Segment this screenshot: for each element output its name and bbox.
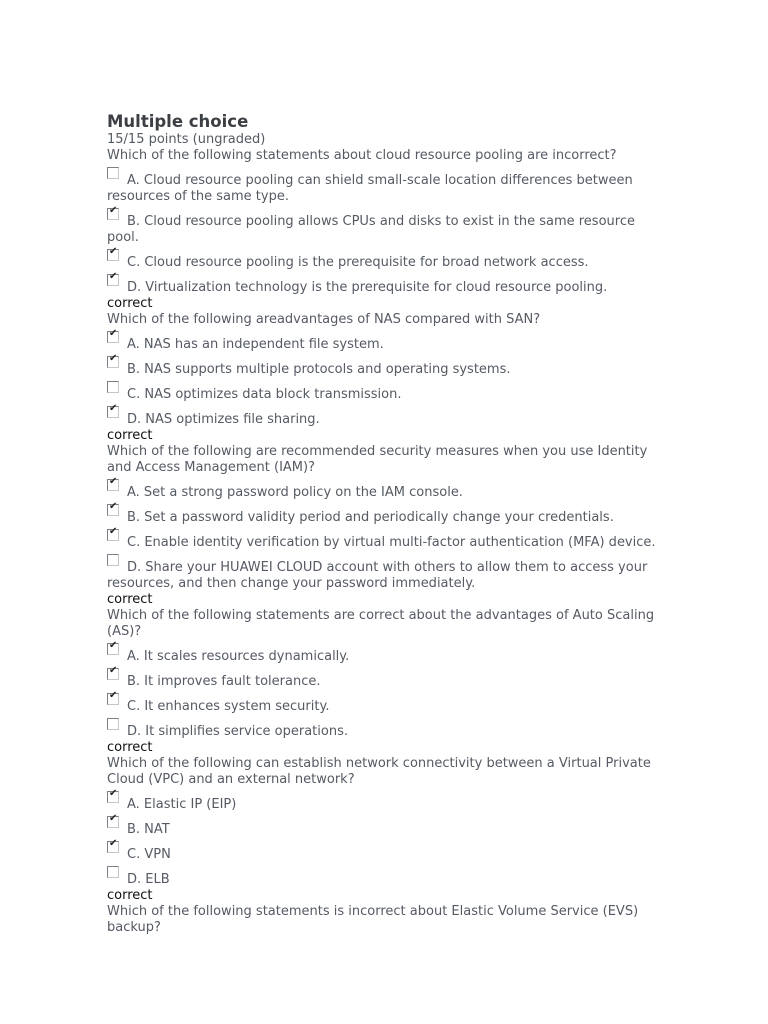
result-status: correct [107,740,153,755]
option-label: A. NAS has an independent file system. [127,337,384,352]
checkmark-icon: ✔ [109,271,118,282]
answer-option[interactable] [107,386,667,403]
checkmark-icon: ✔ [109,838,118,849]
answer-option[interactable] [107,838,667,863]
checkmark-icon: ✔ [109,690,118,701]
checkmark-icon: ✔ [109,246,118,257]
answer-option[interactable] [107,246,667,271]
option-label: A. Cloud resource pooling can shield small-scale location differences between resources of the same type. [107,173,633,204]
answer-option[interactable] [107,788,667,813]
option-label: A. Elastic IP (EIP) [127,797,237,812]
answer-option[interactable] [107,526,667,551]
result-status: correct [107,888,153,903]
checkbox-checked-icon[interactable] [107,838,119,853]
option-label: D. It simplifies service operations. [127,724,348,739]
option-label: B. Cloud resource pooling allows CPUs and disks to exist in the same resource pool. [107,214,635,245]
answer-option[interactable] [107,559,667,592]
checkmark-icon: ✔ [109,665,118,676]
answer-option[interactable] [107,172,667,205]
checkmark-icon: ✔ [109,788,118,799]
checkbox-checked-icon[interactable] [107,353,119,368]
question-text: Which of the following are recommended security measures when you use Identity and Access Management (IAM)? [107,444,648,475]
checkmark-icon: ✔ [109,526,118,537]
answer-option[interactable] [107,476,667,501]
result-status: correct [107,296,153,311]
answer-option[interactable] [107,501,667,526]
answer-option[interactable] [107,271,667,296]
option-label: D. NAS optimizes file sharing. [127,412,320,427]
checkmark-icon: ✔ [109,353,118,364]
checkmark-icon: ✔ [109,813,118,824]
checkmark-icon: ✔ [109,328,118,339]
checkmark-icon: ✔ [109,205,118,216]
checkbox-checked-icon[interactable] [107,246,119,261]
checkbox-checked-icon[interactable] [107,328,119,343]
checkbox-unchecked-icon[interactable] [107,167,119,179]
result-status: correct [107,428,153,443]
checkmark-icon: ✔ [109,403,118,414]
option-label: D. ELB [127,872,170,887]
option-label: B. Set a password validity period and periodically change your credentials. [127,510,614,525]
answer-option[interactable] [107,690,667,715]
option-label: B. NAT [127,822,170,837]
quiz-document [107,112,667,936]
answer-option[interactable] [107,205,667,246]
checkbox-unchecked-icon[interactable] [107,381,119,393]
question-block [107,444,667,608]
checkmark-icon: ✔ [109,476,118,487]
option-label: A. Set a strong password policy on the IAM console. [127,485,463,500]
option-label: C. NAS optimizes data block transmission. [127,387,402,402]
question-text: Which of the following areadvantages of NAS compared with SAN? [107,312,541,327]
checkbox-checked-icon[interactable] [107,476,119,491]
question-block [107,904,667,936]
checkbox-unchecked-icon[interactable] [107,718,119,730]
option-label: C. VPN [127,847,171,862]
checkmark-icon: ✔ [109,501,118,512]
checkbox-unchecked-icon[interactable] [107,554,119,566]
result-status: correct [107,592,153,607]
checkbox-checked-icon[interactable] [107,205,119,220]
answer-option[interactable] [107,353,667,378]
answer-option[interactable] [107,640,667,665]
answer-option[interactable] [107,813,667,838]
question-block [107,148,667,312]
checkbox-unchecked-icon[interactable] [107,866,119,878]
option-label: C. Cloud resource pooling is the prerequisite for broad network access. [127,255,589,270]
question-text: Which of the following statements about cloud resource pooling are incorrect? [107,148,617,163]
checkbox-checked-icon[interactable] [107,690,119,705]
option-label: D. Virtualization technology is the prerequisite for cloud resource pooling. [127,280,608,295]
option-label: C. It enhances system security. [127,699,330,714]
checkbox-checked-icon[interactable] [107,640,119,655]
question-block [107,608,667,756]
checkmark-icon: ✔ [109,640,118,651]
answer-option[interactable] [107,723,667,740]
question-text: Which of the following statements is incorrect about Elastic Volume Service (EVS) backup? [107,904,639,935]
question-block [107,312,667,444]
points-summary: 15/15 points (ungraded) [107,132,266,147]
option-label: B. It improves fault tolerance. [127,674,321,689]
question-text: Which of the following statements are correct about the advantages of Auto Scaling (AS)? [107,608,655,639]
answer-option[interactable] [107,328,667,353]
checkbox-checked-icon[interactable] [107,788,119,803]
checkbox-checked-icon[interactable] [107,665,119,680]
question-list [107,148,667,936]
checkbox-checked-icon[interactable] [107,526,119,541]
section-heading: Multiple choice [107,112,249,131]
checkbox-checked-icon[interactable] [107,501,119,516]
option-label: B. NAS supports multiple protocols and operating systems. [127,362,511,377]
option-label: D. Share your HUAWEI CLOUD account with others to allow them to access your resources, and then change your password immediately. [107,560,648,591]
answer-option[interactable] [107,403,667,428]
answer-option[interactable] [107,871,667,888]
checkbox-checked-icon[interactable] [107,271,119,286]
answer-option[interactable] [107,665,667,690]
checkbox-checked-icon[interactable] [107,813,119,828]
question-text: Which of the following can establish network connectivity between a Virtual Private Cloud (VPC) and an external network? [107,756,651,787]
question-block [107,756,667,904]
option-label: C. Enable identity verification by virtual multi-factor authentication (MFA) device. [127,535,656,550]
checkbox-checked-icon[interactable] [107,403,119,418]
option-label: A. It scales resources dynamically. [127,649,350,664]
